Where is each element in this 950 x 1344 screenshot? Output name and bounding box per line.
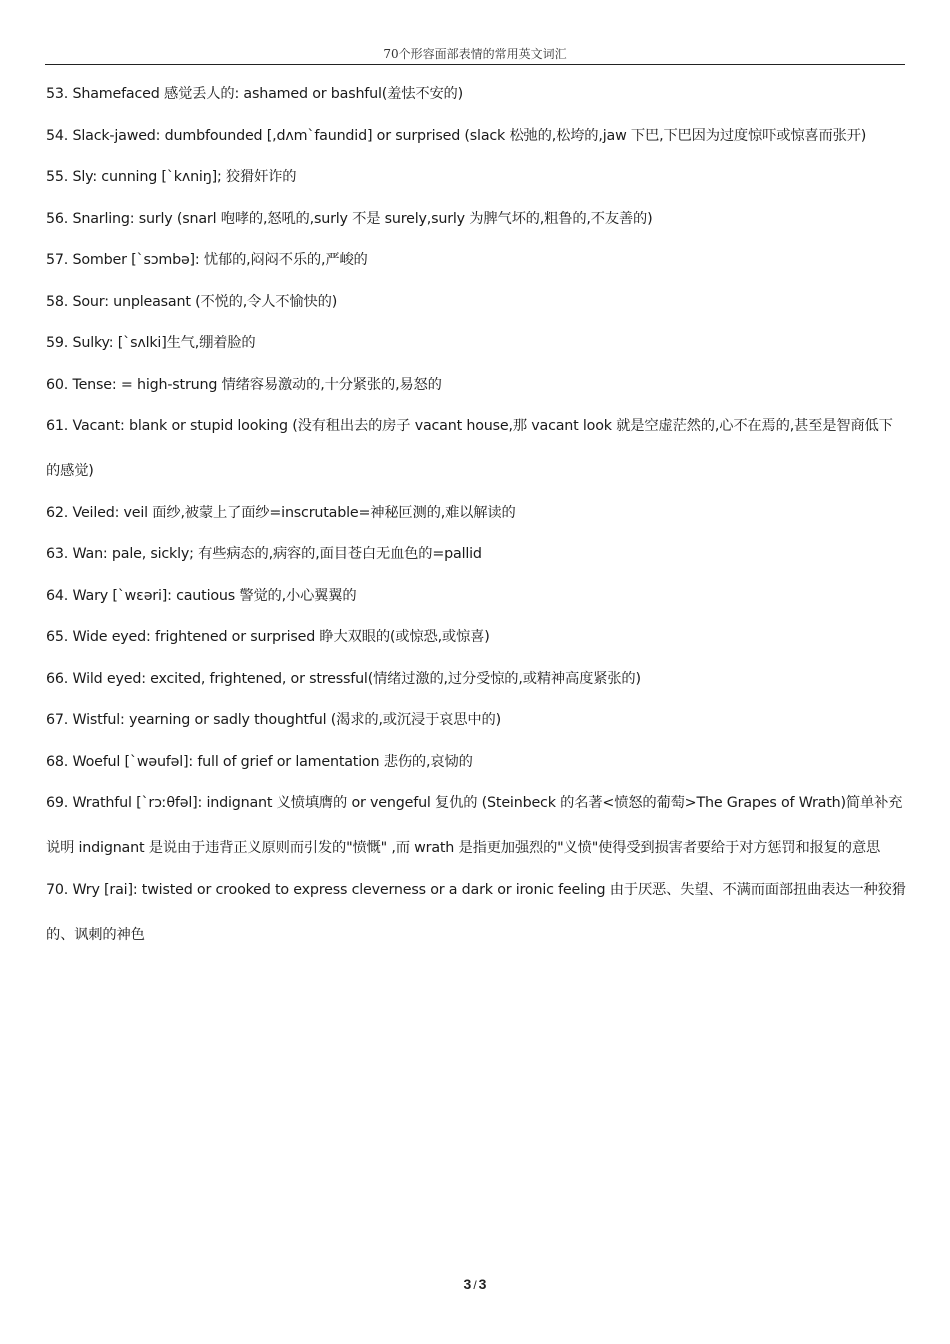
page-header-title: 70个形容面部表情的常用英文词汇 — [383, 47, 567, 61]
list-item-54: 54. Slack-jawed: dumbfounded [,dʌm`faundid] or surprised (slack 松弛的,松垮的,jaw 下巴,下巴因为过度惊吓或惊喜而张开) — [46, 127, 867, 144]
list-item-59: 59. Sulky: [`sʌlki]生气,绷着脸的 — [46, 335, 256, 351]
list-item-58: 58. Sour: unpleasant (不悦的,令人不愉快的) — [46, 293, 338, 310]
list-item-56: 56. Snarling: surly (snarl 咆哮的,怒吼的,surly 不是 surely,surly 为脾气坏的,粗鲁的,不友善的) — [46, 210, 653, 227]
list-item-61: 61. Vacant: blank or stupid looking (没有租出去的房子 vacant house,那 vacant look 就是空虚茫然的,心不在焉的,甚至是智商低下的感觉) — [46, 418, 893, 479]
list-item-70: 70. Wry [rai]: twisted or crooked to express cleverness or a dark or ironic feeling 由于厌恶、失望、不满而面部扭曲表达一种狡猾的、讽刺的神色 — [46, 881, 906, 943]
list-item-57: 57. Somber [`sɔmbə]: 忧郁的,闷闷不乐的,严峻的 — [46, 252, 368, 268]
list-item-68: 68. Woeful [`wəufəl]: full of grief or lamentation 悲伤的,哀恸的 — [46, 753, 473, 770]
vocabulary-list — [46, 72, 906, 954]
page-number — [0, 1276, 950, 1292]
list-item-67: 67. Wistful: yearning or sadly thoughtful (渴求的,或沉浸于哀思中的) — [46, 712, 501, 728]
current-page: 3 — [463, 1276, 472, 1292]
list-item-65: 65. Wide eyed: frightened or surprised 睁大双眼的(或惊恐,或惊喜) — [46, 629, 490, 645]
list-item-69: 69. Wrathful [`rɔːθfəl]: indignant 义愤填膺的 or vengeful 复仇的 (Steinbeck 的名著<愤怒的葡萄>The Grapes of Wrath)简单补充说明 indignant 是说由于违背正义原则而引发的"愤慨" ,而 wrath 是指更加强烈的"义愤"使得受到损害者要给于对方惩罚和报复的意思 — [46, 795, 903, 856]
list-item-63: 63. Wan: pale, sickly; 有些病态的,病容的,面目苍白无血色的=pallid — [46, 546, 482, 562]
list-item-60: 60. Tense: = high-strung 情绪容易激动的,十分紧张的,易怒的 — [46, 376, 442, 393]
list-item-66: 66. Wild eyed: excited, frightened, or stressful(情绪过激的,过分受惊的,或精神高度紧张的) — [46, 670, 641, 687]
page-separator: / — [473, 1278, 477, 1292]
list-item-62: 62. Veiled: veil 面纱,被蒙上了面纱=inscrutable=神秘叵测的,难以解读的 — [46, 504, 516, 521]
list-item-53: 53. Shamefaced 感觉丢人的: ashamed or bashful(羞怯不安的) — [46, 86, 464, 102]
list-item-55: 55. Sly: cunning [`kʌniŋ]; 狡猾奸诈的 — [46, 169, 297, 185]
total-pages: 3 — [478, 1276, 487, 1292]
header-divider — [45, 64, 905, 65]
list-item-64: 64. Wary [`wɛəri]: cautious 警觉的,小心翼翼的 — [46, 587, 357, 604]
